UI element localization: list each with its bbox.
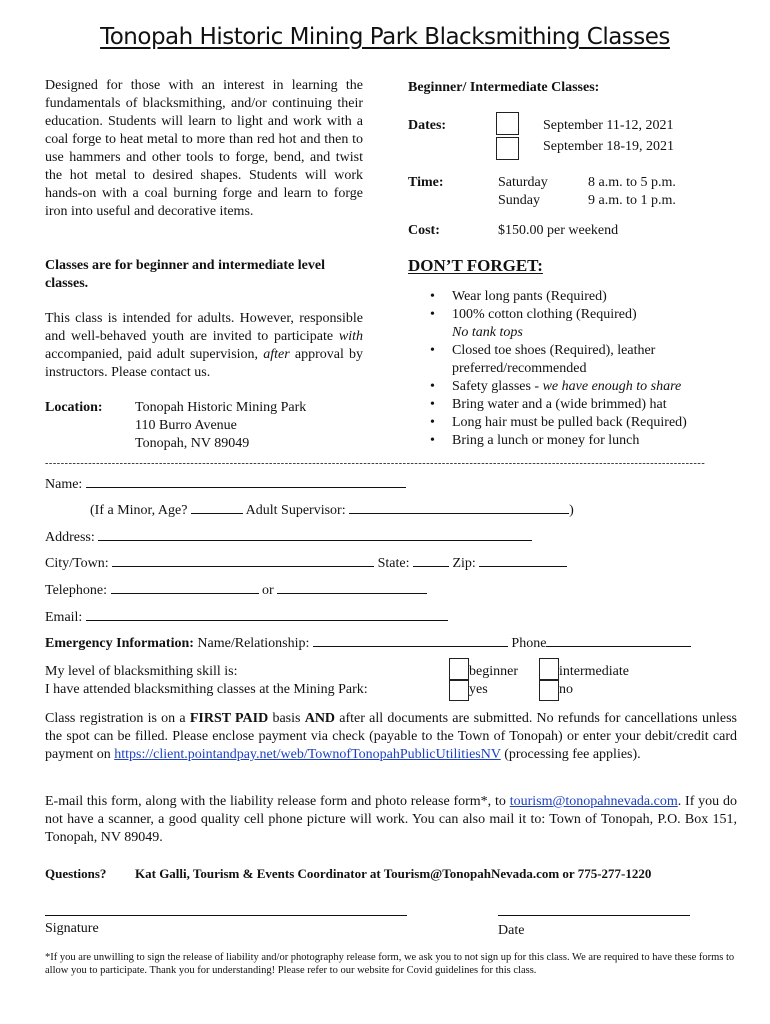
- time-day-2: Sunday: [498, 193, 540, 208]
- adults-note-text-2: accompanied, paid adult supervision,: [45, 347, 264, 362]
- registration-paragraph: [45, 710, 737, 764]
- time-day-1: Saturday: [498, 175, 548, 190]
- intermediate-checkbox[interactable]: [539, 658, 559, 680]
- questions-contact: Kat Galli, Tourism & Events Coordinator at Tourism@TonopahNevada.com or 775-277-1220: [135, 866, 652, 881]
- close-paren: ): [569, 503, 574, 518]
- location-line-1: Tonopah Historic Mining Park: [135, 400, 307, 415]
- emergency-name-field[interactable]: [313, 633, 508, 647]
- telephone-field[interactable]: [111, 580, 259, 594]
- email-row: [45, 607, 448, 627]
- list-item-text: Bring a lunch or money for lunch: [452, 433, 640, 448]
- emergency-phone-label: Phone: [511, 636, 547, 651]
- minor-age-field[interactable]: [191, 500, 243, 514]
- list-item-text: Wear long pants (Required): [452, 289, 607, 304]
- email-paragraph: [45, 793, 737, 847]
- bullet-icon: •: [430, 379, 435, 394]
- intro-paragraph: Designed for those with an interest in learning the fundamentals of blacksmithing, and/or continuing their education. Students will learn to light and work with a coal forge to heat metal to more than red hot and then to use hammers and other tools to forge, bend, and twist the hot metal to desired shapes. Students will work hands-on with a coal burning forge and learn to forge iron into useful and decorative items.: [45, 78, 363, 219]
- zip-label: Zip:: [452, 556, 476, 571]
- cut-line-divider: ------------------------------------------------------------------------------------------------------------------------------------------------------------------------: [45, 458, 706, 469]
- list-item: [428, 342, 718, 378]
- questions-label: Questions?: [45, 866, 107, 881]
- yes-checkbox[interactable]: [449, 680, 469, 701]
- bullet-icon: •: [430, 289, 435, 304]
- date-option-2: September 18-19, 2021: [543, 139, 675, 154]
- state-field[interactable]: [413, 553, 449, 567]
- registration-text-3: after all documents are submitted. No refunds for cancellations unless the spot can be filled. Please enclose payment via check (payable to the Town of Tonopah) or enter your debit/credit card payment on: [45, 711, 737, 762]
- skill-label: My level of blacksmithing skill is:: [45, 664, 238, 679]
- email-field[interactable]: [86, 607, 448, 621]
- list-item: [428, 288, 718, 306]
- adults-note-with: with: [338, 329, 363, 344]
- attended-label: I have attended blacksmithing classes at the Mining Park:: [45, 682, 368, 697]
- list-item-text: Closed toe shoes (Required), leather preferred/recommended: [452, 343, 656, 376]
- location-line-3: Tonopah, NV 89049: [135, 436, 250, 451]
- classes-heading: Beginner/ Intermediate Classes:: [408, 80, 600, 95]
- name-label: Name:: [45, 477, 83, 492]
- minor-age-label: (If a Minor, Age?: [90, 503, 188, 518]
- intermediate-label: intermediate: [559, 664, 629, 679]
- dont-forget-list: [428, 288, 718, 450]
- date-label: Date: [498, 923, 525, 938]
- telephone-alt-field[interactable]: [277, 580, 427, 594]
- page-title: Tonopah Historic Mining Park Blacksmithing Classes: [100, 24, 670, 50]
- list-item-text: Long hair must be pulled back (Required): [452, 415, 687, 430]
- list-item-text: Safety glasses -: [452, 379, 543, 394]
- classes-note: Classes are for beginner and intermediate level classes.: [45, 258, 325, 291]
- or-label: or: [262, 583, 274, 598]
- adult-supervisor-label: Adult Supervisor:: [245, 503, 346, 518]
- signature-line[interactable]: [45, 915, 407, 916]
- city-field[interactable]: [112, 553, 374, 567]
- registration-first-paid: FIRST PAID: [189, 711, 269, 726]
- registration-text-2: basis: [268, 711, 305, 726]
- time-hours-2: 9 a.m. to 1 p.m.: [588, 193, 676, 208]
- date1-checkbox[interactable]: [496, 112, 519, 135]
- no-checkbox[interactable]: [539, 680, 559, 701]
- beginner-checkbox[interactable]: [449, 658, 469, 680]
- adults-note-text-3: approval by instructors. Please contact us.: [45, 347, 364, 380]
- list-item-subtext: we have enough to share: [542, 379, 682, 394]
- time-label: Time:: [408, 175, 444, 190]
- telephone-label: Telephone:: [45, 583, 107, 598]
- bullet-icon: •: [430, 433, 435, 448]
- location-block: [135, 399, 306, 453]
- zip-field[interactable]: [479, 553, 567, 567]
- adult-supervisor-field[interactable]: [349, 500, 569, 514]
- list-item-subtext: No tank tops: [452, 325, 523, 340]
- list-item: [428, 396, 718, 414]
- name-row: [45, 474, 406, 494]
- no-label: no: [559, 682, 573, 697]
- email-para-text-2: . If you do not have a scanner, a good quality cell phone picture will work. You can also mail it to: Town of Tonopah, P.O. Box 151, Tonopah, NV 89049.: [45, 794, 737, 845]
- list-item: [428, 306, 718, 342]
- telephone-row: [45, 580, 427, 600]
- bullet-icon: •: [430, 343, 435, 358]
- email-label: Email:: [45, 610, 83, 625]
- location-label: Location:: [45, 400, 103, 415]
- emergency-name-label: Name/Relationship:: [193, 636, 310, 651]
- bullet-icon: •: [430, 397, 435, 412]
- emergency-label-bold: Emergency Information:: [45, 636, 194, 651]
- list-item: [428, 414, 718, 432]
- adults-note-after: after: [263, 347, 290, 362]
- registration-text-4: (processing fee applies).: [500, 747, 641, 762]
- signature-label: Signature: [45, 921, 99, 936]
- name-field[interactable]: [86, 474, 406, 488]
- yes-label: yes: [469, 682, 488, 697]
- bullet-icon: •: [430, 307, 435, 322]
- emergency-row: [45, 633, 691, 653]
- cost-value: $150.00 per weekend: [498, 223, 619, 238]
- time-hours-1: 8 a.m. to 5 p.m.: [588, 175, 676, 190]
- beginner-label: beginner: [469, 664, 518, 679]
- state-label: State:: [377, 556, 410, 571]
- registration-and: AND: [304, 711, 336, 726]
- footnote: *If you are unwilling to sign the release of liability and/or photography release form, we ask you to not sign up for this class. We are required to have these forms to allow you to participate. Thank you for understanding! Please refer to our website for Covid guidelines for this class.: [45, 952, 735, 976]
- address-label: Address:: [45, 530, 95, 545]
- address-field[interactable]: [98, 527, 532, 541]
- city-row: [45, 553, 567, 573]
- date2-checkbox[interactable]: [496, 137, 519, 160]
- email-para-text: E-mail this form, along with the liability release form and photo release form*, to: [45, 794, 510, 809]
- cost-label: Cost:: [408, 223, 440, 238]
- registration-text: Class registration is on a: [45, 711, 190, 726]
- adults-note-text: This class is intended for adults. However, responsible and well-behaved youth are invited to participate: [45, 311, 363, 344]
- dont-forget-heading: DON’T FORGET:: [408, 256, 543, 275]
- tourism-email-link[interactable]: tourism@tonopahnevada.com: [509, 794, 678, 809]
- date-option-1: September 11-12, 2021: [543, 118, 674, 133]
- payment-link[interactable]: https://client.pointandpay.net/web/TownofTonopahPublicUtilitiesNV: [114, 747, 501, 762]
- city-label: City/Town:: [45, 556, 109, 571]
- list-item: [428, 432, 718, 450]
- adults-note: [45, 310, 363, 382]
- bullet-icon: •: [430, 415, 435, 430]
- list-item-text: 100% cotton clothing (Required): [452, 307, 637, 322]
- location-line-2: 110 Burro Avenue: [135, 418, 237, 433]
- list-item: [428, 378, 718, 396]
- dates-label: Dates:: [408, 118, 447, 133]
- emergency-phone-field[interactable]: [546, 633, 691, 647]
- date-line[interactable]: [498, 915, 690, 916]
- list-item-text: Bring water and a (wide brimmed) hat: [452, 397, 667, 412]
- minor-row: [90, 500, 574, 520]
- address-row: [45, 527, 532, 547]
